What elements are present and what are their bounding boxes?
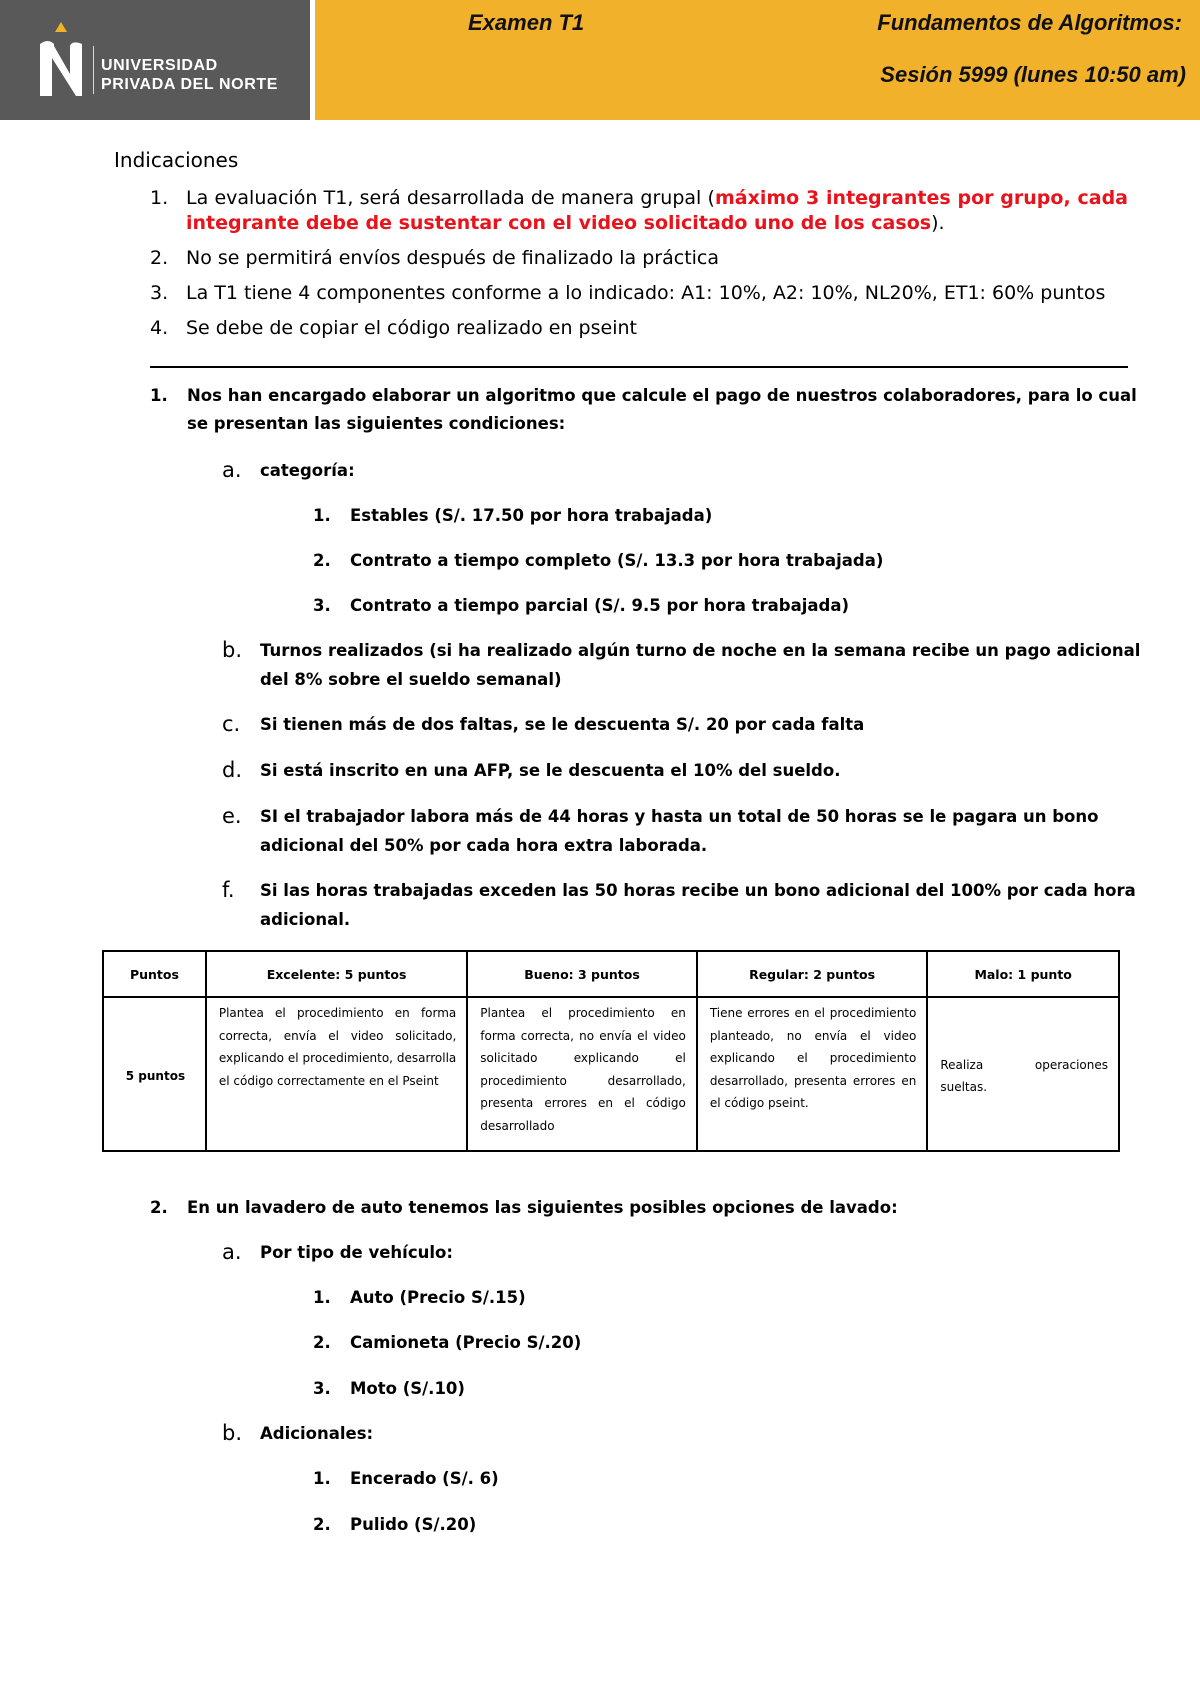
q1-a-item2-text: Contrato a tiempo completo (S/. 13.3 por hora trabajada) [350, 551, 884, 570]
exam-title: Examen T1 [468, 10, 585, 35]
q2-b-text: Adicionales: [260, 1424, 374, 1443]
q1-f-line1: Si las horas trabajadas exceden las 50 horas recibe un bono adicional del 100% por cada hora [260, 881, 1136, 900]
section-divider [150, 366, 1128, 368]
q1-a-letter: a. [222, 458, 242, 482]
q2-a-item1-number: 1. [313, 1288, 331, 1307]
indicacion-number: 1. [150, 187, 169, 209]
q2-b-item1-number: 1. [313, 1469, 331, 1488]
q1-e-letter: e. [222, 804, 242, 828]
university-logo-icon [36, 22, 86, 98]
q2-statement: En un lavadero de auto tenemos las siguientes posibles opciones de lavado: [187, 1198, 898, 1217]
rubric-malo-cell: Realiza operaciones sueltas. [927, 997, 1119, 1151]
q1-number: 1. [150, 386, 168, 405]
document-header [0, 0, 1200, 120]
q1-b-line1: Turnos realizados (si ha realizado algún turno de noche en la semana recibe un pago adicional [260, 641, 1141, 660]
rubric-header-cell: Excelente: 5 puntos [206, 951, 467, 997]
q2-b-item2-text: Pulido (S/.20) [350, 1515, 477, 1534]
indicacion-text: Se debe de copiar el código realizado en pseint [186, 317, 637, 339]
rubric-table [102, 950, 1120, 1152]
q2-b-item2-number: 2. [313, 1515, 331, 1534]
q2-b-letter: b. [222, 1421, 243, 1445]
rubric-header-cell: Regular: 2 puntos [697, 951, 928, 997]
rubric-row [103, 997, 1119, 1151]
rubric-header-cell: Malo: 1 punto [927, 951, 1119, 997]
q2-a-item2-text: Camioneta (Precio S/.20) [350, 1333, 582, 1352]
indicacion-item [150, 186, 1128, 236]
indicacion-item [150, 316, 1128, 341]
indicacion-text: La T1 tiene 4 componentes conforme a lo indicado: A1: 10%, A2: 10%, NL20%, ET1: 60% puntos [186, 282, 1106, 304]
rubric-regular-cell: Tiene errores en el procedimiento planteado, no envía el video explicando el procedimiento desarrollado, presenta errores en el código pseint. [697, 997, 928, 1151]
q1-f-line2: adicional. [260, 910, 351, 929]
q2-b-item1-text: Encerado (S/. 6) [350, 1469, 499, 1488]
indicacion-text: No se permitirá envíos después de finalizado la práctica [186, 247, 720, 269]
rubric-header-cell: Bueno: 3 puntos [467, 951, 697, 997]
q1-c-text: Si tienen más de dos faltas, se le descuenta S/. 20 por cada falta [260, 715, 865, 734]
q1-a-text: categoría: [260, 461, 355, 480]
indicacion-number: 3. [150, 282, 169, 304]
q1-a-item1-text: Estables (S/. 17.50 por hora trabajada) [350, 506, 713, 525]
q1-e-line1: SI el trabajador labora más de 44 horas y hasta un total de 50 horas se le pagara un bono [260, 807, 1099, 826]
q1-f-letter: f. [222, 878, 235, 902]
q1-a-item2-number: 2. [313, 551, 331, 570]
indicacion-text-end: ). [931, 212, 945, 234]
university-name-line1: UNIVERSIDAD [101, 57, 218, 74]
q2-a-item1-text: Auto (Precio S/.15) [350, 1288, 526, 1307]
rubric-excelente-cell: Plantea el procedimiento en forma correcta, envía el video solicitado, explicando el procedimiento, desarrolla el código correctamente en el Pseint [206, 997, 467, 1151]
course-name: Fundamentos de Algoritmos: [877, 10, 1182, 35]
indicacion-number: 4. [150, 317, 169, 339]
indicacion-item [150, 246, 1128, 271]
q1-a-item3-number: 3. [313, 596, 331, 615]
q1-d-text: Si está inscrito en una AFP, se le descuenta el 10% del sueldo. [260, 761, 841, 780]
indicaciones-title: Indicaciones [114, 148, 239, 172]
rubric-bueno-cell: Plantea el procedimiento en forma correcta, no envía el video solicitado explicando el procedimiento desarrollado, presenta errores en el código desarrollado [467, 997, 697, 1151]
q2-a-letter: a. [222, 1240, 242, 1264]
rubric-header-cell: Puntos [103, 951, 206, 997]
q1-a-item3-text: Contrato a tiempo parcial (S/. 9.5 por hora trabajada) [350, 596, 850, 615]
indicacion-item [150, 281, 1128, 306]
indicacion-text: La evaluación T1, será desarrollada de manera grupal ( [186, 187, 715, 209]
q1-statement-line2: se presentan las siguientes condiciones: [187, 414, 566, 433]
indicacion-number: 2. [150, 247, 169, 269]
q1-a-item1-number: 1. [313, 506, 331, 525]
session-info: Sesión 5999 (lunes 10:50 am) [880, 62, 1186, 87]
university-logo-block [0, 0, 310, 120]
q2-a-item3-number: 3. [313, 1379, 331, 1398]
rubric-header-row [103, 951, 1119, 997]
q1-e-line2: adicional del 50% por cada hora extra laborada. [260, 836, 708, 855]
q2-number: 2. [150, 1198, 168, 1217]
indicaciones-list [150, 186, 1128, 351]
university-name [101, 56, 278, 94]
q2-a-text: Por tipo de vehículo: [260, 1243, 453, 1262]
rubric-points-cell: 5 puntos [103, 997, 206, 1151]
q1-c-letter: c. [222, 712, 241, 736]
q1-b-letter: b. [222, 638, 243, 662]
q1-b-line2: del 8% sobre el sueldo semanal) [260, 670, 562, 689]
q2-a-item2-number: 2. [313, 1333, 331, 1352]
q1-d-letter: d. [222, 758, 243, 782]
university-name-line2: PRIVADA DEL NORTE [101, 76, 279, 93]
q2-a-item3-text: Moto (S/.10) [350, 1379, 465, 1398]
logo-divider [93, 46, 94, 94]
indicacion-highlight: máximo 3 integrantes por grupo, cada integrante debe de sustentar con el video solicitado uno de los casos [186, 187, 1128, 234]
q1-statement-line1: Nos han encargado elaborar un algoritmo que calcule el pago de nuestros colaboradores, para lo cual [187, 386, 1137, 405]
